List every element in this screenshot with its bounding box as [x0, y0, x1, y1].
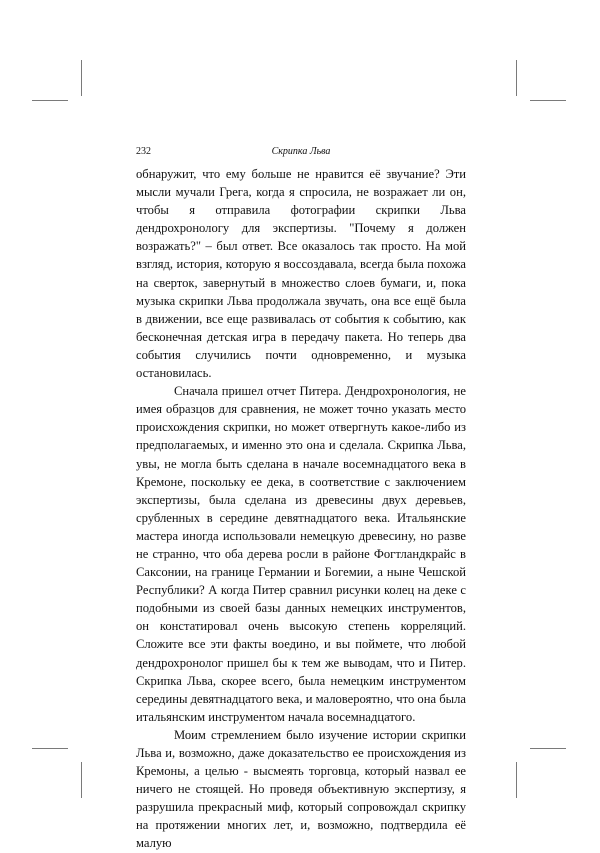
crop-mark-top-right-horizontal: [530, 100, 566, 101]
crop-mark-bottom-left-vertical: [81, 762, 82, 798]
crop-mark-bottom-right-horizontal: [530, 748, 566, 749]
page-number: 232: [136, 146, 151, 157]
paragraph: Сначала пришел отчет Питера. Дендрохронология, не имея образцов для сравнения, не может точно указать место происхождения скрипки, но может отвергнуть какое-либо из предполагаемых, и именно это она и сделала. Скрипка Льва, увы, не могла быть сделана в начале восемнадцатого века в Кремоне, поскольку ее дека, в соответствие с заключением экспертизы, была сделана из древесины двух деревьев, срубленных в середине девятнадцатого века. Итальянские мастера иногда использовали немецкую древесину, но разве не странно, что оба дерева росли в районе Фогтландкрайс в Саксонии, на границе Германии и Богемии, а ныне Чешской Республики? А когда Питер сравнил рисунки колец на деке с подобными из своей базы данных немецких инструментов, он констатировал очень высокую степень корреляций. Сложите все эти факты воедино, и вы поймете, что любой дендрохронолог пришел бы к тем же выводам, что и Питер. Скрипка Льва, скорее всего, была немецким инструментом середины девятнадцатого века, и маловероятно, что она была итальянским инструментом начала восемнадцатого.: [136, 384, 466, 724]
crop-mark-bottom-right-vertical: [516, 762, 517, 798]
paragraph: Моим стремлением было изучение истории скрипки Льва и, возможно, даже доказательство ее происхождения из Кремоны, а целью - высмеять торговца, который назвал ее ничего не стоящей. Но проведя объективную экспертизу, я разрушила прекрасный миф, который сопровождал скрипку на протяжении многих лет, и, возможно, подтвердила её малую: [136, 727, 466, 851]
running-header: [136, 145, 466, 159]
body-text: [136, 165, 466, 853]
crop-mark-top-left-horizontal: [32, 100, 68, 101]
crop-mark-top-left-vertical: [81, 60, 82, 96]
crop-mark-top-right-vertical: [516, 60, 517, 96]
paragraph: обнаружит, что ему больше не нравится её звучание? Эти мысли мучали Грега, когда я спросила, не возражает ли он, чтобы я отправила фотографии скрипки Льва дендрохронологу для экспертизы. "Почему я должен возражать?" – был ответ. Все оказалось так просто. На мой взгляд, история, которую я воссоздавала, всегда была похожа на сверток, завернутый в множество слоев бумаги, и, пока музыка скрипки Льва продолжала звучать, она все ещё была в движении, все еще развивалась от события к событию, как бесконечная детская игра в передачу пакета. Но теперь два события случились почти одновременно, и музыка остановилась.: [136, 167, 466, 381]
running-title: Скрипка Льва: [271, 146, 331, 157]
crop-mark-bottom-left-horizontal: [32, 748, 68, 749]
